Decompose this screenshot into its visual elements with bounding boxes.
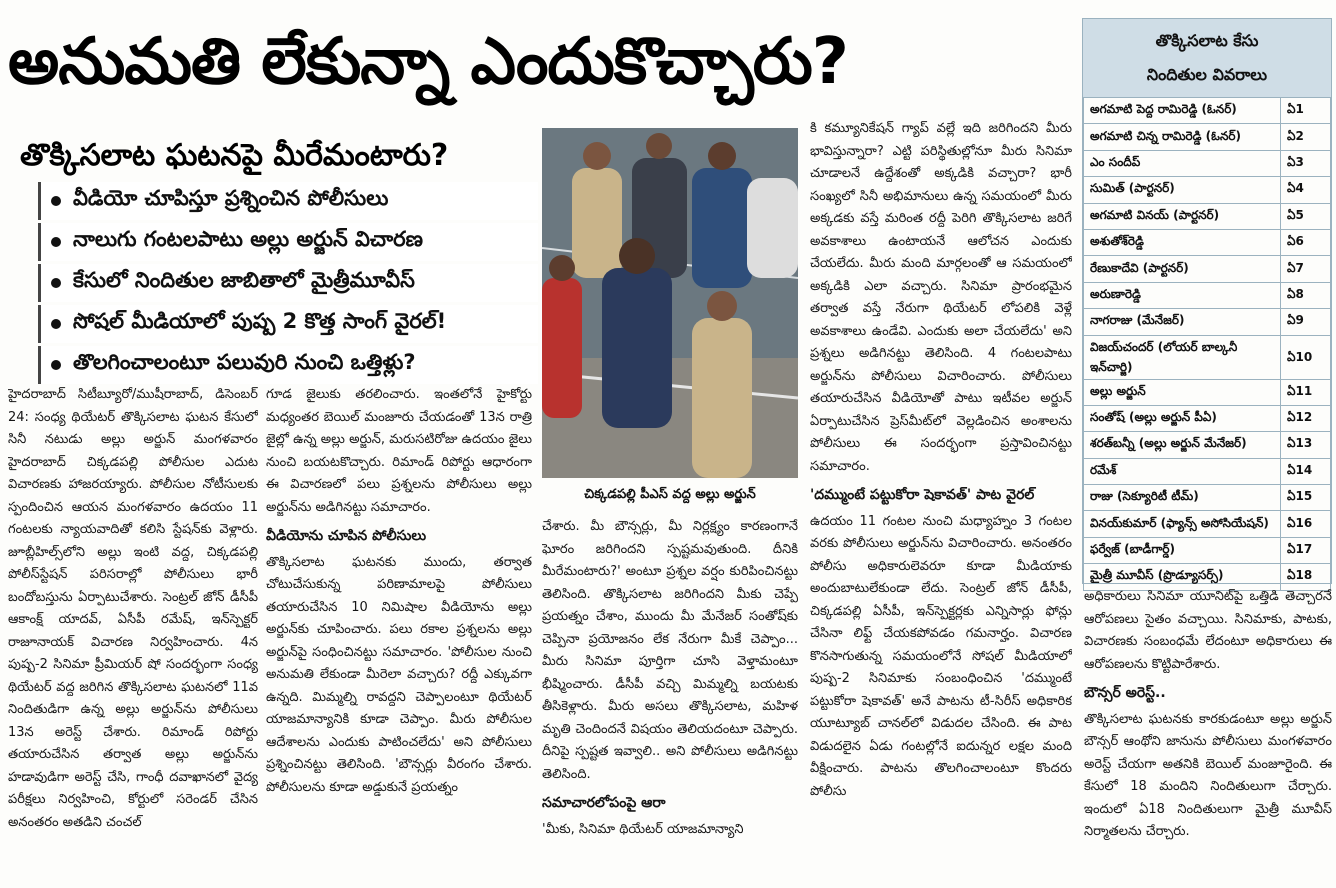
bullet-item	[38, 346, 538, 384]
accused-code: ఏ9	[1281, 309, 1331, 335]
article-column-3	[542, 516, 798, 884]
bullet-dot-icon	[51, 319, 61, 329]
accused-code: ఏ8	[1281, 282, 1331, 308]
accused-row	[1084, 177, 1331, 203]
bullet-item	[38, 182, 538, 220]
accused-code: ఏ13	[1281, 432, 1331, 458]
accused-code: ఏ16	[1281, 511, 1331, 537]
page-headline: అనుమతి లేకున్నా ఎందుకొచ్చారు?	[8, 25, 848, 99]
bullet-item	[38, 305, 538, 343]
bullet-item	[38, 264, 538, 302]
accused-name: రాజు (సెక్యూరిటీ టీమ్)	[1084, 485, 1281, 511]
article-text: 'మీకు, సినిమా థియేటర్ యాజమాన్యాని	[542, 821, 744, 837]
accused-name: అగమాటి వినయ్ (పార్టనర్)	[1084, 203, 1281, 229]
title-line: తొక్కిసలాట కేసు	[1155, 31, 1259, 50]
accused-name: విజయ్‌చందర్ (లోయర్ బాల్కనీ ఇన్‌చార్జి)	[1084, 335, 1281, 379]
accused-row	[1084, 256, 1331, 282]
accused-row	[1084, 458, 1331, 484]
article-text: అధికారులు సినిమా యూనిట్‌పై ఒత్తిడి తెచ్చారనే ఆరోపణలు సైతం వచ్చాయి. సినిమాకు, పాటకు, విచారణకు సంబంధమే లేదంటూ అధికారులు ఈ ఆరోపణలను కొట్టిపారేశారు.	[1084, 589, 1332, 672]
accused-row	[1084, 309, 1331, 335]
sub-headline: తొక్కిసలాట ఘటనపై మీరేమంటారు?	[20, 138, 449, 173]
accused-row	[1084, 203, 1331, 229]
bullet-text: వీడియో చూపిస్తూ ప్రశ్నించిన పోలీసులు	[73, 186, 389, 210]
accused-name: అశుతోశ్‌రెడ్డి	[1084, 229, 1281, 255]
accused-code: ఏ15	[1281, 485, 1331, 511]
accused-row	[1084, 511, 1331, 537]
accused-code: ఏ5	[1281, 203, 1331, 229]
accused-row	[1084, 379, 1331, 405]
photo-caption: చిక్కడపల్లి పీఎస్ వద్ద అల్లు అర్జున్	[584, 487, 756, 502]
accused-code: ఏ6	[1281, 229, 1331, 255]
bullet-dot-icon	[51, 196, 61, 206]
accused-row	[1084, 282, 1331, 308]
accused-code: ఏ10	[1281, 335, 1331, 379]
accused-row	[1084, 405, 1331, 431]
accused-list-title	[1083, 19, 1331, 97]
accused-code: ఏ2	[1281, 124, 1331, 150]
article-text: కి కమ్యూనికేషన్ గ్యాప్ వల్లే ఇది జరిగిందని మీరు భావిస్తున్నారా? ఎట్టి పరిస్థితుల్లోనూ మీరు సినిమా చూడాలనే ఉద్దేశంతో అక్కడికి వచ్చారా? భారీ సంఖ్యలో సినీ అభిమానులు ఉన్న సమయంలో మీరు అక్కడకు వస్తే మరింత రద్దీ పెరిగి తొక్కిసలాట జరిగే అవకాశాలు ఉంటాయనే ఆలోచన ఎందుకు చేయలేదు. మీరు మంది మార్గలంతో ఆ సమయంలో అక్కడికి ఎలా వచ్చారు. సినిమా ప్రారంభమైన తర్వాత వస్తే నేరుగా థియేటర్ లోపలికి వెళ్లే అవకాశాలు ఉండేవి. ఎందుకు అలా చేయలేదు' అని ప్రశ్నలు అడిగినట్టు తెలిసింది. 4 గంటలపాటు అర్జున్‌ను పోలీసులు విచారించారు. పోలీసులు తయారుచేసిన వీడియోతో పాటు ఇటీవల అర్జున్ ఏర్పాటుచేసిన ప్రెస్‌మీట్‌లో వెల్లడించిన అంశాలను పోలీసులు ఈ సందర్భంగా ప్రస్తావించినట్టు సమాచారం.	[810, 121, 1072, 474]
accused-name: శరత్‌బన్నీ (అల్లు అర్జున్ మేనేజర్)	[1084, 432, 1281, 458]
accused-table	[1083, 97, 1331, 591]
bullet-text: కేసులో నిందితుల జాబితాలో మైత్రీమూవీస్	[73, 268, 415, 292]
article-text: హైదరాబాద్ సిటీబ్యూరో/ముషీరాబాద్, డిసెంబర్ 24: సంధ్య థియేటర్ తొక్కిసలాట ఘటన కేసులో సినీ నటుడు అల్లు అర్జున్ మంగళవారం హైదరాబాద్ చిక్కడపల్లి పోలీసుల ఎదుట విచారణకు హాజరయ్యారు. పోలీసుల నోటీసులకు స్పందించిన ఆయన మంగళవారం ఉదయం 11 గంటలకు న్యాయవాదితో కలిసి స్టేషన్‌కు వెళ్లారు. జూబ్లీహిల్స్‌లోని అల్లు ఇంటి వద్ద, చిక్కడపల్లి పోలీస్‌స్టేషన్ పరిసరాల్లో పోలీసులు భారీ బందోబస్తును ఏర్పాటుచేశారు. సెంట్రల్ జోన్ డీసీపీ ఆకాంక్ష్ యాదవ్, ఏసీపీ రమేష్, ఇన్‌స్పెక్టర్ రాజూనాయక్ విచారణ నిర్వహించారు. 4న పుష్ప-2 సినిమా ప్రీమియర్ షో సందర్భంగా సంధ్య థియేటర్ వద్ద జరిగిన తొక్కిసలాట ఘటనలో 11వ నిందితుడిగా ఉన్న అల్లు అర్జున్‌ను పోలీసులు 13న అరెస్ట్ చేశారు. రిమాండ్ రిపోర్టు తయారుచేసిన తర్వాత అల్లు అర్జున్‌ను హడావుడిగా అరెస్ట్ చేసి, గాంధీ దవాఖానలో వైద్య పరీక్షలు నిర్వహించి, కోర్టులో సరెండర్ చేసిన అనంతరం అతడిని చంచల్	[8, 387, 258, 830]
accused-name: వినయ్‌కుమార్ (ఫ్యాన్స్ అసోసియేషన్)	[1084, 511, 1281, 537]
accused-code: ఏ17	[1281, 537, 1331, 563]
accused-code: ఏ11	[1281, 379, 1331, 405]
accused-code: ఏ18	[1281, 564, 1331, 590]
article-text: గూడ జైలుకు తరలించారు. ఇంతలోనే హైకోర్టు మధ్యంతర బెయిల్ మంజూరు చేయడంతో 13న రాత్రి జైల్లో ఉన్న అల్లు అర్జున్, మరుసటిరోజు ఉదయం జైలు నుంచి బయటకొచ్చారు. రిమాండ్ రిపోర్టు ఆధారంగా ఈ విచారణలో పలు ప్రశ్నలను పోలీసులు అల్లు అర్జున్‌ను అడిగినట్టు సమాచారం.	[266, 387, 532, 515]
bullet-dot-icon	[51, 278, 61, 288]
accused-row	[1084, 485, 1331, 511]
accused-name: రేణుకాదేవి (పార్టనర్)	[1084, 256, 1281, 282]
accused-name: అరుణారెడ్డి	[1084, 282, 1281, 308]
accused-name: ఫర్వేజ్ (బాడీగార్డ్)	[1084, 537, 1281, 563]
accused-code: ఏ14	[1281, 458, 1331, 484]
accused-row	[1084, 124, 1331, 150]
accused-row	[1084, 150, 1331, 176]
article-text: చేశారు. మీ బౌన్సర్లు, మీ నిర్లక్ష్యం కారణంగానే ఘోరం జరిగిందని స్పష్టమవుతుంది. దీనికి మీరేమంటారు?' అంటూ ప్రశ్నల వర్షం కురిపించినట్టు తెలిసింది. తొక్కిసలాట జరిగిందని మీకు చెప్పే ప్రయత్నం చేశాం, ముందు మీ మేనేజర్ సంతోష్‌కు చెప్పినా ప్రయోజనం లేక నేరుగా మీకే చెప్పాం... మీరు సినిమా పూర్తిగా చూసి వెళ్తామంటూ భీష్మించారు. డీసీపీ వచ్చి మిమ్మల్ని బయటకు తీసికెళ్లారు. మీరు అసలు తొక్కిసలాట, మహిళ మృతి చెందిందనే విషయం తెలియదంటూ చెప్పారు. దీనిపై స్పష్టత ఇవ్వాలి.. అని పోలీసులు అడిగినట్టు తెలిసింది.	[542, 519, 798, 782]
accused-list-box	[1082, 18, 1332, 584]
accused-code: ఏ1	[1281, 98, 1331, 124]
accused-name: రమేశ్	[1084, 458, 1281, 484]
bullet-dot-icon	[51, 360, 61, 370]
section-heading: సమాచారలోపంపై ఆరా	[542, 795, 666, 811]
accused-row	[1084, 98, 1331, 124]
accused-code: ఏ12	[1281, 405, 1331, 431]
title-line: నిందితుల వివరాలు	[1146, 65, 1268, 84]
accused-row	[1084, 432, 1331, 458]
section-heading: వీడియోను చూపిన పోలీసులు	[266, 528, 427, 544]
section-heading: 'దమ్ముంటే పట్టుకోరా షెకావత్' పాట వైరల్	[810, 487, 1035, 503]
bullet-text: నాలుగు గంటలపాటు అల్లు అర్జున్ విచారణ	[73, 227, 423, 251]
bullet-text: తొలగించాలంటూ పలువురి నుంచి ఒత్తిళ్లు?	[73, 350, 416, 374]
bullet-dot-icon	[51, 237, 61, 247]
news-photo	[542, 128, 798, 478]
article-text: తొక్కిసలాట ఘటనకు ముందు, తర్వాత చోటుచేసుకున్న పరిణామాలపై పోలీసులు తయారుచేసిన 10 నిమిషాల వీడియోను అల్లు అర్జున్‌కు చూపించారు. పలు రకాల ప్రశ్నలను అల్లు అర్జున్‌పై సంధించినట్టు సమాచారం. 'పోలీసుల నుంచి అనుమతి లేకుండా మీరెలా వచ్చారు? రద్దీ ఎక్కువగా ఉన్నది. మిమ్మల్ని రావద్దని చెప్పాలంటూ థియేటర్ యాజమాన్యానికి కూడా చెప్పాం. మీరు పోలీసుల ఆదేశాలను ఎందుకు పాటించలేదు' అని పోలీసులు ప్రశ్నించినట్టు తెలిసింది. 'బౌన్సర్లు వీరంగం చేశారు. పోలీసులను కూడా అడ్డుకునే ప్రయత్నం	[266, 554, 532, 795]
accused-code: ఏ7	[1281, 256, 1331, 282]
crowd-photo-illustration	[542, 128, 798, 478]
section-heading: బౌన్సర్ అరెస్ట్..	[1084, 685, 1166, 701]
article-column-4	[810, 118, 1072, 884]
highlight-bullets	[38, 182, 538, 387]
article-text: తొక్కిసలాట ఘటనకు కారకుడంటూ అల్లు అర్జున్ బౌన్సర్ ఆంథోని జానును పోలీసులు మంగళవారం అరెస్ట్ చేయగా అతనికి బెయిల్ మంజూరైంది. ఈ కేసులో 18 మందిని నిందితులుగా చేర్చారు. ఇందులో ఏ18 నిందితులుగా మైత్రీ మూవీస్ నిర్మాతలను చేర్చారు.	[1084, 711, 1332, 839]
bullet-text: సోషల్ మీడియాలో పుష్ప 2 కొత్త సాంగ్ వైరల్!	[73, 309, 447, 333]
article-column-2	[266, 384, 532, 884]
accused-name: నాగరాజు (మేనేజర్)	[1084, 309, 1281, 335]
accused-name: సంతోష్ (అల్లు అర్జున్ పీఏ)	[1084, 405, 1281, 431]
accused-name: అగమాటి చిన్న రామిరెడ్డి (ఓనర్)	[1084, 124, 1281, 150]
accused-name: అల్లు అర్జున్	[1084, 379, 1281, 405]
accused-name: మైత్రీ మూవీస్ (ప్రొడ్యూసర్స్)	[1084, 564, 1281, 590]
accused-code: ఏ4	[1281, 177, 1331, 203]
accused-name: ఎం సందీప్	[1084, 150, 1281, 176]
article-text: ఉదయం 11 గంటల నుంచి మధ్యాహ్నం 3 గంటల వరకు పోలీసులు అర్జున్‌ను విచారించారు. అనంతరం పోలీసు అధికారులెవరూ కూడా మీడియాకు అందుబాటులేకుండా లేదు. సెంట్రల్ జోన్ డీసీపీ, చిక్కడపల్లి ఏసీపీ, ఇన్‌స్పెక్టర్లకు ఎన్నిసార్లు ఫోన్లు చేసినా లిఫ్ట్ చేయకపోవడం గమనార్హం. విచారణ కొనసాగుతున్న సమయంలోనే సోషల్ మీడియాలో పుష్ప-2 సినిమాకు సంబంధించిన 'దమ్ముంటే పట్టుకోరా షెకావత్' అనే పాటను టీ-సిరీస్ అధికారిక యూట్యూబ్ చానల్‌లో విడుదల చేసింది. ఈ పాట విడుదలైన ఏడు గంటల్లోనే ఐదున్నర లక్షల మంది వీక్షించారు. పాటను తొలగించాలంటూ కొందరు పోలీసు	[810, 513, 1072, 799]
accused-code: ఏ3	[1281, 150, 1331, 176]
article-column-5	[1084, 586, 1332, 884]
accused-row	[1084, 229, 1331, 255]
accused-row	[1084, 335, 1331, 379]
accused-name: సుమిత్ (పార్టనర్)	[1084, 177, 1281, 203]
accused-name: అగమాటి పెద్ద రామిరెడ్డి (ఓనర్)	[1084, 98, 1281, 124]
bullet-item	[38, 223, 538, 261]
article-column-1	[8, 384, 258, 884]
accused-row	[1084, 537, 1331, 563]
